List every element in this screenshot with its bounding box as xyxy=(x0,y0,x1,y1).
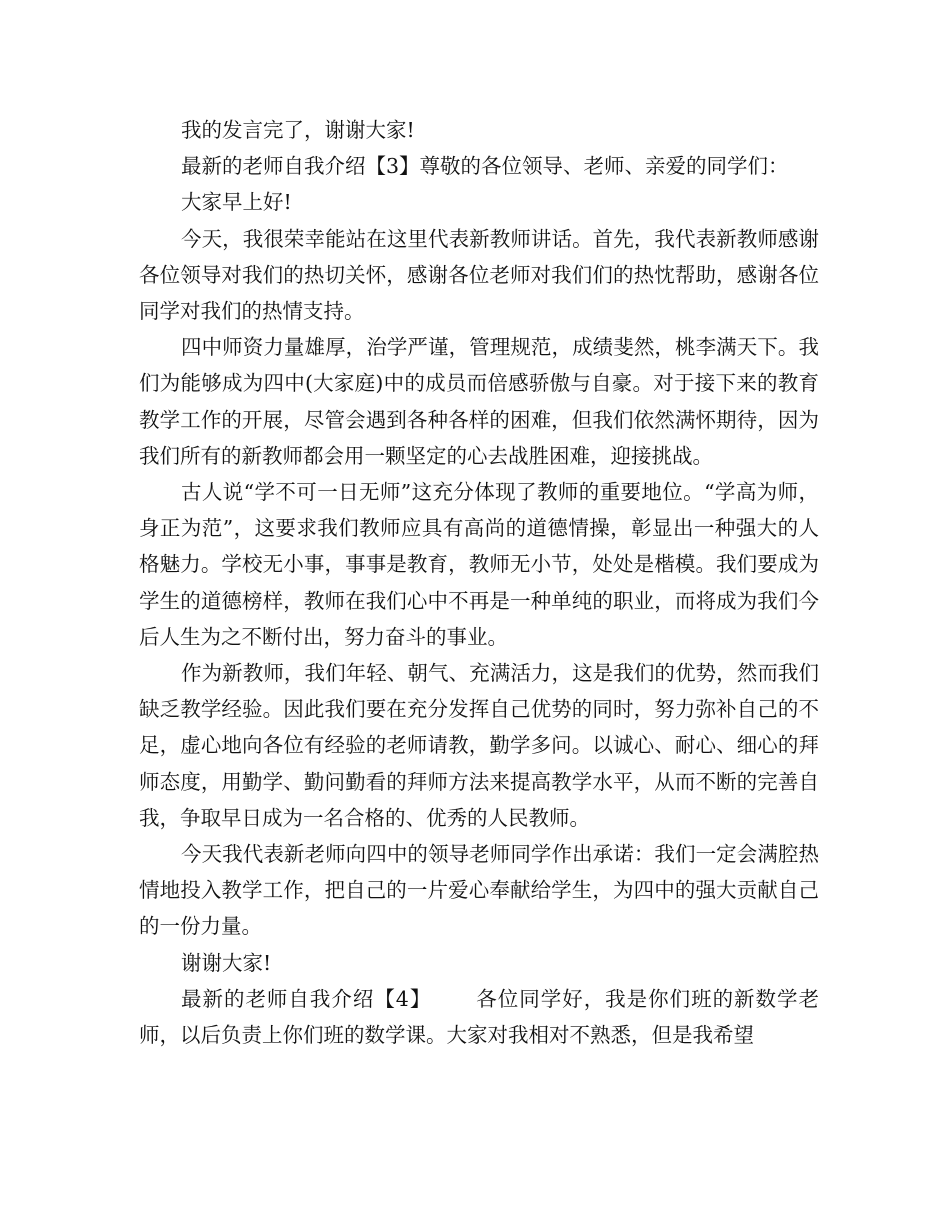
paragraph-thank-you: 谢谢大家! xyxy=(181,950,272,975)
paragraph-teacher-role: 古人说“学不可一日无师”这充分体现了教师的重要地位。“学高为师，身正为范”，这要求我们教师应具有高尚的道德情操，彰显出一种强大的人格魅力。学校无小事，事事是教育，教师无小节，处处是楷模。我们要成为学生的道德榜样，教师在我们心中不再是一种单纯的职业，而将成为我们今后人生为之不断付出，努力奋斗的事业。 xyxy=(139,480,819,649)
paragraph-new-teacher: 作为新教师，我们年轻、朝气、充满活力，这是我们的优势，然而我们缺乏教学经验。因此我们要在充分发挥自己优势的同时，努力弥补自己的不足，虚心地向各位有经验的老师请教，勤学多问。以诚心、耐心、细心的拜师态度，用勤学、勤问勤看的拜师方法来提高教学水平，从而不断的完善自我，争取早日成为一名合格的、优秀的人民教师。 xyxy=(139,661,819,830)
section-4-body: 各位同学好，我是你们班的新数学老师，以后负责上你们班的数学课。大家对我相对不熟悉，但是我希望 xyxy=(139,986,819,1048)
paragraph-greeting: 大家早上好! xyxy=(181,190,292,215)
paragraph-section-3-heading: 最新的老师自我介绍【3】尊敬的各位领导、老师、亲爱的同学们： xyxy=(181,154,789,179)
paragraph-section-4 xyxy=(139,981,819,1053)
paragraph-promise: 今天我代表新老师向四中的领导老师同学作出承诺：我们一定会满腔热情地投入教学工作，把自己的一片爱心奉献给学生，为四中的强大贡献自己的一份力量。 xyxy=(139,842,819,939)
paragraph-closing-remark: 我的发言完了，谢谢大家! xyxy=(181,118,415,142)
document-body xyxy=(139,112,819,1053)
paragraph-school-intro: 四中师资力量雄厚，治学严谨，管理规范，成绩斐然，桃李满天下。我们为能够成为四中(大家庭)中的成员而倍感骄傲与自豪。对于接下来的教育教学工作的开展，尽管会遇到各种各样的困难，但我们依然满怀期待，因为我们所有的新教师都会用一颗坚定的心去战胜困难，迎接挑战。 xyxy=(139,335,819,468)
paragraph-thanks: 今天，我很荣幸能站在这里代表新教师讲话。首先，我代表新教师感谢各位领导对我们的热切关怀，感谢各位老师对我们们的热忱帮助，感谢各位同学对我们的热情支持。 xyxy=(139,226,819,324)
section-4-heading: 最新的老师自我介绍【4】 xyxy=(181,986,432,1011)
